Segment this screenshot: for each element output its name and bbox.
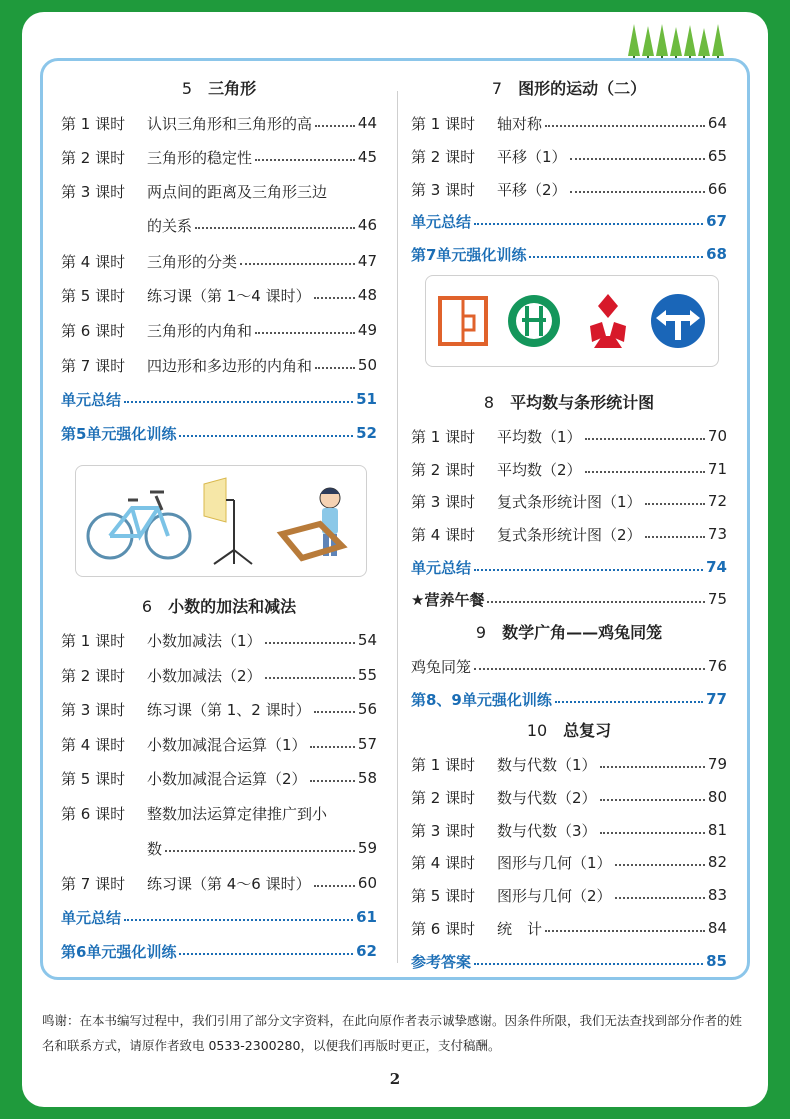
toc-entry-continued[interactable]: 数 59: [147, 839, 377, 858]
toc-entry-continued[interactable]: 的关系 46: [147, 216, 377, 235]
toc-entry[interactable]: 第 3 课时 复式条形统计图（1） 72: [411, 492, 727, 511]
toc-entry[interactable]: 第 5 课时 图形与几何（2） 83: [411, 886, 727, 905]
toc-entry[interactable]: 第 7 课时 练习课（第 4～6 课时） 60: [61, 874, 377, 893]
toc-entry[interactable]: 第 2 课时 数与代数（2） 80: [411, 788, 727, 807]
answers-link[interactable]: 参考答案 85: [411, 952, 727, 971]
unit-heading-7: 7 图形的运动（二）: [491, 79, 647, 98]
red-triangle-logo-icon: [590, 294, 626, 348]
toc-entry[interactable]: 第 7 课时 四边形和多边形的内角和 50: [61, 356, 377, 375]
toc-entry[interactable]: 第 2 课时 平均数（2） 71: [411, 460, 727, 479]
toc-entry[interactable]: 第 4 课时 小数加减混合运算（1） 57: [61, 735, 377, 754]
toc-entry[interactable]: 第 3 课时 练习课（第 1、2 课时） 56: [61, 700, 377, 719]
toc-entry[interactable]: 鸡兔同笼 76: [411, 657, 727, 676]
toc-entry[interactable]: 第 2 课时 平移（1） 65: [411, 147, 727, 166]
unit-training-link[interactable]: 第7单元强化训练 68: [411, 245, 727, 264]
toc-entry[interactable]: 第 1 课时 平均数（1） 70: [411, 427, 727, 446]
trees-decoration: [628, 22, 728, 62]
unit-training-link[interactable]: 第8、9单元强化训练 77: [411, 690, 727, 709]
toc-entry[interactable]: 第 5 课时 练习课（第 1～4 课时） 48: [61, 286, 377, 305]
unit-training-link[interactable]: 第5单元强化训练 52: [61, 424, 377, 443]
page-sheet: [22, 12, 768, 1107]
unit-heading-6: 6 小数的加法和减法: [141, 597, 297, 616]
unit-heading-8: 8 平均数与条形统计图: [483, 393, 655, 412]
unit-summary-link[interactable]: 单元总结 74: [411, 558, 727, 577]
unit5-illustration-box: [75, 465, 367, 577]
unit-summary-link[interactable]: 单元总结 51: [61, 390, 377, 409]
acknowledgement-note: 鸣谢：在本书编写过程中，我们引用了部分文字资料，在此向原作者表示诚挚感谢。因条件所限，我们无法查找到部分作者的姓名和联系方式，请原作者致电 0533-2300280，以便我们再版时更正，支付稿酬。: [42, 1013, 743, 1053]
traffic-sign-icon: [651, 294, 705, 348]
toc-entry[interactable]: 第 1 课时 认识三角形和三角形的高 44: [61, 114, 377, 133]
toc-entry[interactable]: 第 3 课时 两点间的距离及三角形三边: [61, 182, 328, 201]
bicycle-illustration: [76, 466, 368, 578]
toc-entry[interactable]: 第 2 课时 三角形的稳定性 45: [61, 148, 377, 167]
toc-entry[interactable]: 第 6 课时 统 计 84: [411, 919, 727, 938]
page-number: 2: [389, 1070, 401, 1088]
toc-entry[interactable]: 第 6 课时 三角形的内角和 49: [61, 321, 377, 340]
bank-logo-icon: [508, 295, 560, 347]
toc-entry[interactable]: 第 6 课时 整数加法运算定律推广到小: [61, 804, 328, 823]
toc-entry[interactable]: 第 1 课时 小数加减法（1） 54: [61, 631, 377, 650]
column-divider: [397, 91, 398, 963]
unit-summary-link[interactable]: 单元总结 61: [61, 908, 377, 927]
unit-heading-9: 9 数学广角——鸡兔同笼: [475, 623, 663, 642]
toc-entry[interactable]: 第 1 课时 轴对称 64: [411, 114, 727, 133]
toc-entry[interactable]: 第 2 课时 小数加减法（2） 55: [61, 666, 377, 685]
boy-with-frame-illustration: [282, 488, 342, 558]
toc-entry[interactable]: 第 3 课时 数与代数（3） 81: [411, 821, 727, 840]
unit-training-link[interactable]: 第6单元强化训练 62: [61, 942, 377, 961]
toc-extra-entry[interactable]: ★营养午餐 75: [411, 590, 727, 609]
toc-entry[interactable]: 第 3 课时 平移（2） 66: [411, 180, 727, 199]
unit-heading-5: 5 三角形: [181, 79, 257, 98]
softbox-lamp-illustration: [204, 478, 252, 564]
toc-frame: [40, 58, 750, 980]
unit7-symbols-box: [425, 275, 719, 367]
unit-summary-link[interactable]: 单元总结 67: [411, 212, 727, 231]
toc-entry[interactable]: 第 4 课时 图形与几何（1） 82: [411, 853, 727, 872]
unit-heading-10: 10 总复习: [526, 721, 612, 740]
toc-entry[interactable]: 第 5 课时 小数加减混合运算（2） 58: [61, 769, 377, 788]
toc-entry[interactable]: 第 4 课时 复式条形统计图（2） 73: [411, 525, 727, 544]
square-symbol-icon: [440, 298, 486, 344]
toc-entry[interactable]: 第 1 课时 数与代数（1） 79: [411, 755, 727, 774]
toc-entry[interactable]: 第 4 课时 三角形的分类 47: [61, 252, 377, 271]
